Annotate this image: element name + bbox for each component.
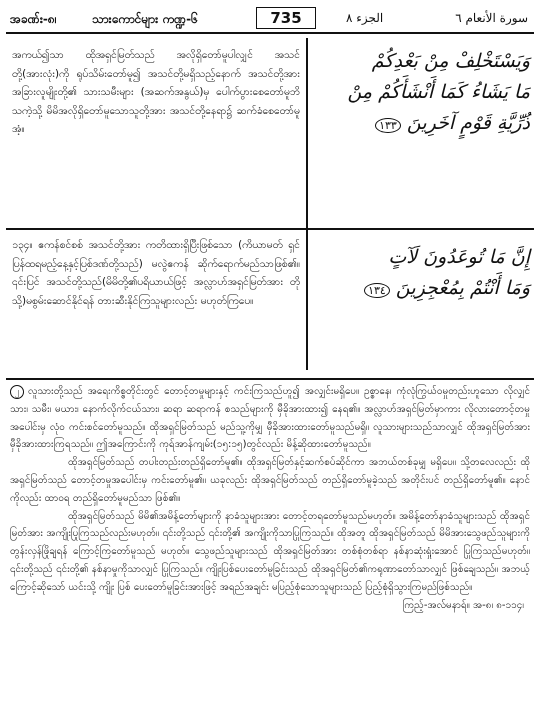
arabic-line: وَيَسْتَخْلِفْ مِنْ بَعْدِكُمْ <box>371 50 530 72</box>
verse-134-translation: ၁၃၄။ ဧကန်စင်စစ် အသင်တို့အား ကတိထားရှိပြီးဖြစ်သော (ကိယာမတ် ရှင်ပြန်ထရမည့်နေ့နှင့်ပြစ်ဒဏ်တို့သည်) မလွဲဧကန် ဆိုက်ရောက်မည်သာဖြစ်၏။ ၎င်းပြင် အသင်တို့သည်(မိမိတို့၏ပရိယာယ်ဖြင့် အလ္လာဟ်အရှင်မြတ်အား တိုသို့)မစွမ်းဆောင်နိုင်ရန် တားဆီးနိုင်ကြသူများလည်း မဟုတ်ကြပေ။ <box>12 239 300 307</box>
arabic-line <box>314 108 530 141</box>
arabic-text: وَمَا أَنْتُمْ بِمُعْجِزِينَ <box>395 277 530 299</box>
verse-separator <box>6 228 306 230</box>
footnote-rule <box>6 378 534 380</box>
arabic-line: مَا يَشَاءُ كَمَا أَنْشَأَكُمْ مِنْ <box>347 81 530 103</box>
verse-133-arabic <box>314 46 530 141</box>
column-divider <box>306 38 308 370</box>
verse-separator <box>308 228 534 230</box>
quran-page <box>6 6 534 706</box>
arabic-text: ذُرِّيَّةِ قَوْمٍ آخَرِينَ <box>406 112 530 134</box>
arabic-line: إِنَّ مَا تُوعَدُونَ لَآتٍ <box>388 246 530 268</box>
header-juz: الجزء ٨ <box>346 11 384 25</box>
page-number: 735 <box>256 7 316 29</box>
verse-133-translation: အကယ်၍သာ ထိုအရှင်မြတ်သည် အလိုရှိတော်မူပါလျှင် အသင်တို့(အားလုံး)ကို ရုပ်သိမ်းတော်မူ၍ အသင်တို့မရှိသည့်နောက် အသင်တို့အားအခြားလူမျိုးတို့၏ သားသမီးများ (အဆက်အနွယ်)မှ ပေါက်ပွားစေတော်မူဘိသကဲ့သို့ မိမိအလိုရှိတော်မူသောသူတို့အား အသင်တို့နေရာ၌ ဆက်ခံစေတော်မူအံ့။ <box>12 49 300 135</box>
page-header <box>6 6 534 34</box>
footnote <box>10 383 530 614</box>
verse-134-arabic <box>314 242 530 306</box>
verse-marker: ١٣٤ <box>364 283 390 298</box>
footnote-paragraph: ထိုအရှင်မြတ်သည် မိမိ၏အမိန့်တော်များကို နာခံသူများအား တောင့်တရတော်မူသည်မဟုတ်။ အမိန့်တော်နာခံသူများသည် ထိုအရှင်မြတ်အား အကျိုးပြုကြသည်လည်းမဟုတ်။ ၎င်းတို့သည် ၎င်းတို့၏ အကျိုးကိုသာပြုကြသည်။ ထိုအတူ ထိုအရှင်မြတ်သည် မိမိအားသွေဖည်သူများကို တွန်းလှန်ဖြိုချရန် ကြောင့်ကြတော်မူသည် မဟုတ်။ သွေဖည်သူများသည် ထိုအရှင်မြတ်အား တစ်စုံတစ်ရာ နစ်နာဆုံးရှုံးအောင် ပြုကြသည်မဟုတ်။ ၎င်းတို့သည် ၎င်းတို့၏ နစ်နာမှုကိုသာလျှင် ပြုကြသည်။ ကျိုးပြစ်ပေးတော်မူခြင်းသည် ထိုအရှင်မြတ်၏ကရုဏာတော်သာလျှင် ဖြစ်ချေသည်။ အဘယ့်ကြောင့်ဆိုသော် ယင်းသို့ ကျိုး ပြစ် ပေးတော်မူခြင်းအားဖြင့် အရည်အချင်း မပြည့်စုံသောသူများသည် ပြည့်စုံရှိသွားကြမည်ဖြစ်သည်။ <box>10 510 530 593</box>
header-chapter: အခဏ်း-၈၊ <box>10 12 57 26</box>
header-surah: سورة الأنعام ٦ <box>455 11 528 25</box>
header-section: သားကောင်များ ကဏ္ဍ-၆ <box>92 12 198 26</box>
verse-marker: ١٣٣ <box>375 118 401 133</box>
footnote-paragraph: ထိုအရှင်မြတ်သည် တပါးတည်းတည်ရှိတော်မူ၏။ ထိုအရှင်မြတ်နှင့်ဆက်စပ်ဆိုင်ကာ အဘယ်တစ်ခုမျှ မရှိပေ။ သို့တလေလည်း ထိုအရှင်မြတ်သည် တောင့်တမှုအပေါင်းမှ ကင်းတော်မူ၏။ ယခုလည်း ထိုအရှင်မြတ်သည် တည်ရှိတော်မူခဲ့သည် အတိုင်းပင် တည်ရှိတော်မူ၏။ နောင်ကိုလည်း ထာဝရ တည်ရှိတော်မူမည်သာ ဖြစ်၏။ <box>10 457 530 504</box>
footnote-reference: ကြည့်-အလ်မနာရ်။ အ-၈၊ ၈-၁၁၄၊ <box>402 599 524 611</box>
footnote-text: လူသားတို့သည် အရေးကိစ္စတိုင်းတွင် တောင့်တမှုများနှင့် ကင်းကြသည်ဟူ၍ အလျှင်းမရှိပေ။ ဥစ္စာနေ၊ ကုံလုံကြွယ်ဝမှုတည်းဟူသော လိုလျှင် သား၊ သမီး၊ မယား၊ နောက်လိုက်ငယ်သား၊ ဆရာ ဆရာကန် စသည်များကို မှီခိုအားထား၍ နေရ၏။ အလ္လာဟ်အရှင်မြတ်မှာကား လိုလားတောင့်တမှု အပေါင်းမှ လုံဝ ကင်းစင်တော်မူသည်။ ထိုအရှင်မြတ်သည် မည်သူ့ကိုမျှ မှီခိုအားထားတော်မူသည်မရှိ။ လူသားများသည်သာလျှင် ထိုအရှင်မြတ်အား မှီခိုအားထားကြရသည်။ ဤအကြောင်းကို ကုရ်အာန်ကျမ်း(၁၅:၁၅)တွင်လည်း မိန့်ဆိုထားတော်မူသည်။ <box>10 386 530 451</box>
arabic-line <box>314 273 530 306</box>
footnote-marker: ၂ <box>10 385 24 399</box>
footnote-paragraph <box>10 383 530 454</box>
